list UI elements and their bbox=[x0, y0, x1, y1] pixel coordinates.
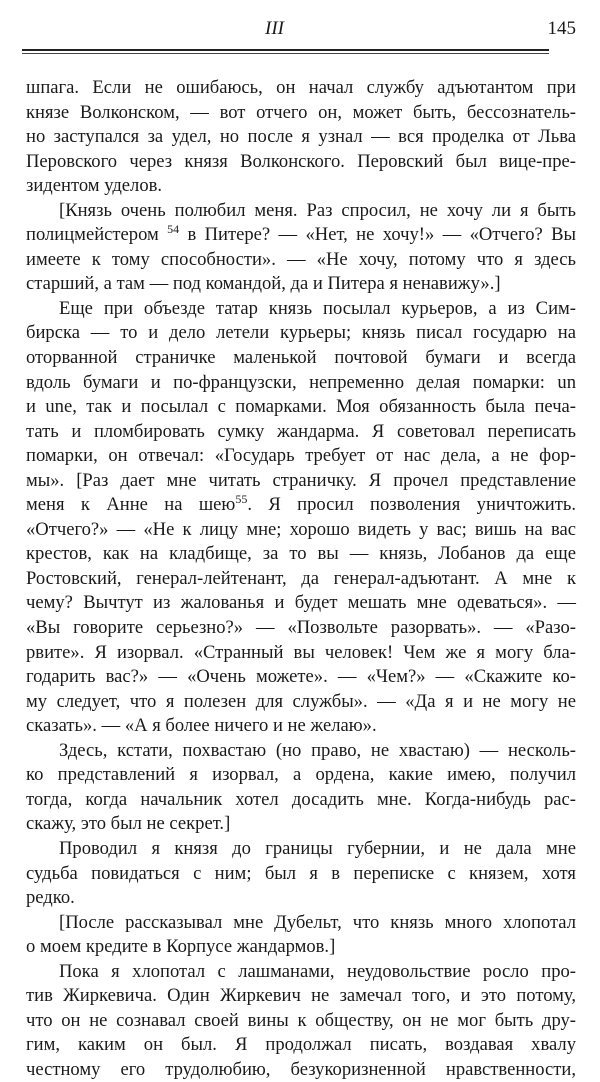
text-line: «Отчего?» — «Не к лицу мне; хорошо видеть у вас; вишь на вас bbox=[26, 518, 576, 540]
text-line: му следует, что я полезен для службы». — «Да я и не могу не bbox=[26, 690, 576, 712]
section-title: III bbox=[265, 18, 284, 39]
text-line: зидентом уделов. bbox=[26, 175, 163, 197]
body-text bbox=[26, 76, 576, 1082]
text-line: оторванной страничке маленькой почтовой бумаги и всегда bbox=[26, 347, 576, 369]
text-segment: в Питере? — «Нет, не хочу!» — «Отчего? Вы bbox=[179, 224, 576, 246]
text-segment: . Я просил позволения уничтожить. bbox=[247, 494, 576, 516]
text-line: честному его трудолюбию, безукоризненной нравственности, bbox=[26, 1058, 576, 1080]
footnote-marker[interactable]: 54 bbox=[167, 222, 180, 237]
text-line: [После рассказывал мне Дубельт, что князь много хлопотал bbox=[59, 911, 576, 933]
text-line: Здесь, кстати, похвастаю (но право, не хвастаю) — несколь- bbox=[59, 739, 576, 761]
text-line: вдоль бумаги и по-французски, непременно делая помарки: un bbox=[26, 371, 576, 393]
text-line: что он не сознавал своей вины к обществу, он не мог быть дру- bbox=[26, 1009, 576, 1031]
text-line: тогда, когда начальник хотел досадить мне. Когда-нибудь рас- bbox=[26, 788, 576, 810]
text-line: старший, а там — под командой, да и Питера я ненавижу».] bbox=[26, 273, 501, 295]
text-line: шпага. Если не ошибаюсь, он начал службу адъютантом при bbox=[26, 77, 576, 98]
text-line: «Вы говорите серьезно?» — «Позвольте разорвать». — «Разо- bbox=[26, 617, 576, 639]
paragraph bbox=[26, 960, 576, 1082]
text-line: ко представлений я изорвал, а ордена, какие имею, получил bbox=[26, 764, 576, 786]
text-line: мы». [Раз дает мне читать страничку. Я прочел представление bbox=[26, 469, 576, 491]
paragraph bbox=[26, 739, 576, 837]
page-number: 145 bbox=[547, 18, 576, 39]
text-line: редко. bbox=[26, 887, 75, 909]
text-line: гим, каким он был. Я продолжал писать, воздавая хвалу bbox=[26, 1034, 576, 1056]
text-line bbox=[26, 223, 576, 248]
text-line: и une, так и посылал с помарками. Моя обязанность была печа- bbox=[26, 396, 576, 418]
text-line: годарить вас?» — «Очень можете». — «Чем?» — «Скажите ко- bbox=[26, 666, 576, 688]
text-line: о моем кредите в Корпусе жандармов.] bbox=[26, 936, 336, 958]
paragraph bbox=[26, 76, 576, 199]
text-line bbox=[26, 493, 576, 518]
footnote-marker[interactable]: 55 bbox=[235, 492, 248, 507]
text-line: рвите». Я изорвал. «Странный вы человек! Чем же я могу бла- bbox=[26, 641, 576, 663]
text-line: Пока я хлопотал с лашманами, неудовольствие росло про- bbox=[59, 960, 576, 982]
text-line: помарки, он отвечал: «Государь требует от нас дела, а не фор- bbox=[26, 445, 576, 467]
text-line: крестов, как на кладбище, за то вы — князь, Лобанов да еще bbox=[26, 543, 576, 565]
paragraph bbox=[26, 199, 576, 297]
text-line: судьба повидаться с ним; был я в переписке с князем, хотя bbox=[26, 862, 576, 884]
paragraph bbox=[26, 837, 576, 911]
text-line: сказать». — «А я более ничего и не желаю». bbox=[26, 715, 377, 737]
text-line: тать и пломбировать сумку жандарма. Я советовал переписать bbox=[26, 420, 576, 442]
text-line: тив Жиркевича. Один Жиркевич не замечал того, и это потому, bbox=[26, 985, 576, 1007]
header-rule-thin bbox=[22, 53, 549, 54]
text-line: чему? Вычтут из жалованья и будет мешать мне одеваться». — bbox=[26, 592, 576, 614]
text-line: имеете к тому способности». — «Не хочу, потому что я здесь bbox=[26, 248, 576, 270]
running-header bbox=[0, 18, 600, 42]
text-segment: меня к Анне на шею bbox=[26, 494, 236, 516]
text-line: Ростовский, генерал-лейтенант, да генерал-адъютант. А мне к bbox=[26, 567, 576, 589]
text-line: Проводил я князя до границы губернии, и не дала мне bbox=[59, 837, 576, 859]
text-line: [Князь очень полюбил меня. Раз спросил, не хочу ли я быть bbox=[59, 199, 576, 221]
text-line: Еще при объезде татар князь посылал курьеров, а из Сим- bbox=[59, 297, 576, 319]
text-line: бирска — то и дело летели курьеры; князь писал государю на bbox=[26, 322, 576, 344]
text-line: скажу, это был не секрет.] bbox=[26, 813, 231, 835]
text-line: Перовского через князя Волконского. Перовский был вице-пре- bbox=[26, 150, 576, 172]
text-line: но заступался за удел, но после я узнал — вся проделка от Льва bbox=[26, 126, 576, 148]
paragraph bbox=[26, 297, 576, 739]
text-line: князе Волконском, — вот отчего он, может быть, бессознатель- bbox=[26, 101, 576, 123]
text-segment: полицмейстером bbox=[26, 224, 168, 246]
paragraph bbox=[26, 911, 576, 960]
header-rule bbox=[22, 49, 549, 51]
